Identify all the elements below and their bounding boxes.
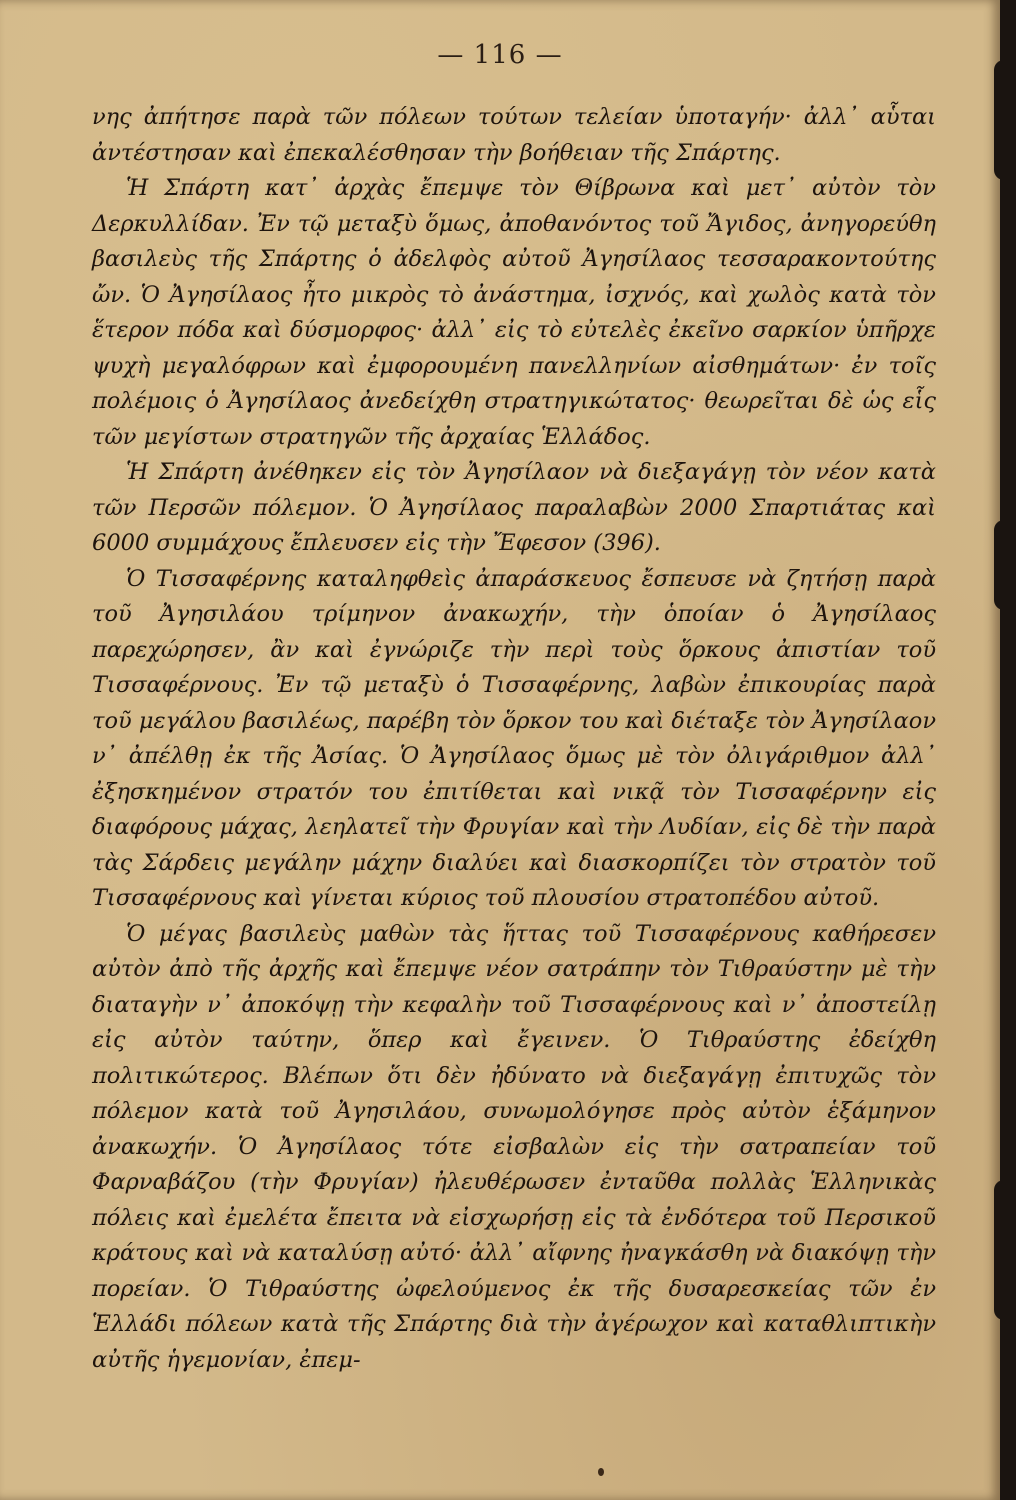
scan-edge-notch [994, 1180, 1016, 1320]
paragraph: Ὁ Τισσαφέρνης καταληφθεὶς ἀπαράσκευος ἔσπευσε νὰ ζητήσῃ παρὰ τοῦ Ἀγησιλάου τρίμηνον ἀνακωχήν, τὴν ὁποίαν ὁ Ἀγησίλαος παρεχώρησεν, ἂν καὶ ἐγνώριζε τὴν περὶ τοὺς ὅρκους ἀπιστίαν τοῦ Τισσαφέρνους. Ἐν τῷ μεταξὺ ὁ Τισσαφέρνης, λαβὼν ἐπικουρίας παρὰ τοῦ μεγάλου βασιλέως, παρέβη τὸν ὅρκον του καὶ διέταξε τὸν Ἀγησίλαον ν᾿ ἀπέλθῃ ἐκ τῆς Ἀσίας. Ὁ Ἀγησίλαος ὅμως μὲ τὸν ὀλιγάριθμον ἀλλ᾿ ἐξησκημένον στρατόν του ἐπιτίθεται καὶ νικᾷ τὸν Τισσαφέρνην εἰς διαφόρους μάχας, λεηλατεῖ τὴν Φρυγίαν καὶ τὴν Λυδίαν, εἰς δὲ τὴν παρὰ τὰς Σάρδεις μεγάλην μάχην διαλύει καὶ διασκορπίζει τὸν στρατὸν τοῦ Τισσαφέρνους καὶ γίνεται κύριος τοῦ πλουσίου στρατοπέδου αὐτοῦ. [92, 565, 936, 911]
ink-speck [598, 1468, 604, 1476]
paragraph: νης ἀπήτησε παρὰ τῶν πόλεων τούτων τελείαν ὑποταγήν· ἀλλ᾿ αὗται ἀντέστησαν καὶ ἐπεκαλέσθησαν τὴν βοήθειαν τῆς Σπάρτης. [92, 104, 936, 166]
body-text [92, 100, 936, 1378]
scan-edge-notch [994, 520, 1016, 610]
page-number: — 116 — [437, 40, 563, 70]
paragraph: Ἡ Σπάρτη κατ᾿ ἀρχὰς ἔπεμψε τὸν Θίβρωνα καὶ μετ᾿ αὐτὸν τὸν Δερκυλλίδαν. Ἐν τῷ μεταξὺ ὅμως, ἀποθανόντος τοῦ Ἄγιδος, ἀνηγορεύθη βασιλεὺς τῆς Σπάρτης ὁ ἀδελφὸς αὐτοῦ Ἀγησίλαος τεσσαρακοντούτης ὤν. Ὁ Ἀγησίλαος ἦτο μικρὸς τὸ ἀνάστημα, ἰσχνός, καὶ χωλὸς κατὰ τὸν ἕτερον πόδα καὶ δύσμορφος· ἀλλ᾿ εἰς τὸ εὐτελὲς ἐκεῖνο σαρκίον ὑπῆρχε ψυχὴ μεγαλόφρων καὶ ἐμφορουμένη πανελληνίων αἰσθημάτων· ἐν τοῖς πολέμοις ὁ Ἀγησίλαος ἀνεδείχθη στρατηγικώτατος· θεωρεῖται δὲ ὡς εἷς τῶν μεγίστων στρατηγῶν τῆς ἀρχαίας Ἑλλάδος. [92, 175, 936, 450]
paragraph: Ἡ Σπάρτη ἀνέθηκεν εἰς τὸν Ἀγησίλαον νὰ διεξαγάγῃ τὸν νέον κατὰ τῶν Περσῶν πόλεμον. Ὁ Ἀγησίλαος παραλαβὼν 2000 Σπαρτιάτας καὶ 6000 συμμάχους ἔπλευσεν εἰς τὴν Ἔφεσον (396). [92, 459, 936, 556]
scan-edge-notch [994, 60, 1016, 180]
paragraph: Ὁ μέγας βασιλεὺς μαθὼν τὰς ἥττας τοῦ Τισσαφέρνους καθήρεσεν αὐτὸν ἀπὸ τῆς ἀρχῆς καὶ ἔπεμψε νέον σατράπην τὸν Τιθραύστην μὲ τὴν διαταγὴν ν᾿ ἀποκόψῃ τὴν κεφαλὴν τοῦ Τισσαφέρνους καὶ ν᾿ ἀποστείλῃ εἰς αὐτὸν ταύτην, ὅπερ καὶ ἔγεινεν. Ὁ Τιθραύστης ἐδείχθη πολιτικώτερος. Βλέπων ὅτι δὲν ἠδύνατο νὰ διεξαγάγῃ ἐπιτυχῶς τὸν πόλεμον κατὰ τοῦ Ἀγησιλάου, συνωμολόγησε πρὸς αὐτὸν ἑξάμηνον ἀνακωχήν. Ὁ Ἀγησίλαος τότε εἰσβαλὼν εἰς τὴν σατραπείαν τοῦ Φαρναβάζου (τὴν Φρυγίαν) ἠλευθέρωσεν ἐνταῦθα πολλὰς Ἑλληνικὰς πόλεις καὶ ἐμελέτα ἔπειτα νὰ εἰσχωρήσῃ εἰς τὰ ἐνδότερα τοῦ Περσικοῦ κράτους καὶ νὰ καταλύσῃ αὐτό· ἀλλ᾿ αἴφνης ἠναγκάσθη νὰ διακόψῃ τὴν πορείαν. Ὁ Τιθραύστης ὠφελούμενος ἐκ τῆς δυσαρεσκείας τῶν ἐν Ἑλλάδι πόλεων κατὰ τῆς Σπάρτης διὰ τὴν ἀγέρωχον καὶ καταθλιπτικὴν αὐτῆς ἡγεμονίαν, ἐπεμ- [92, 920, 936, 1373]
